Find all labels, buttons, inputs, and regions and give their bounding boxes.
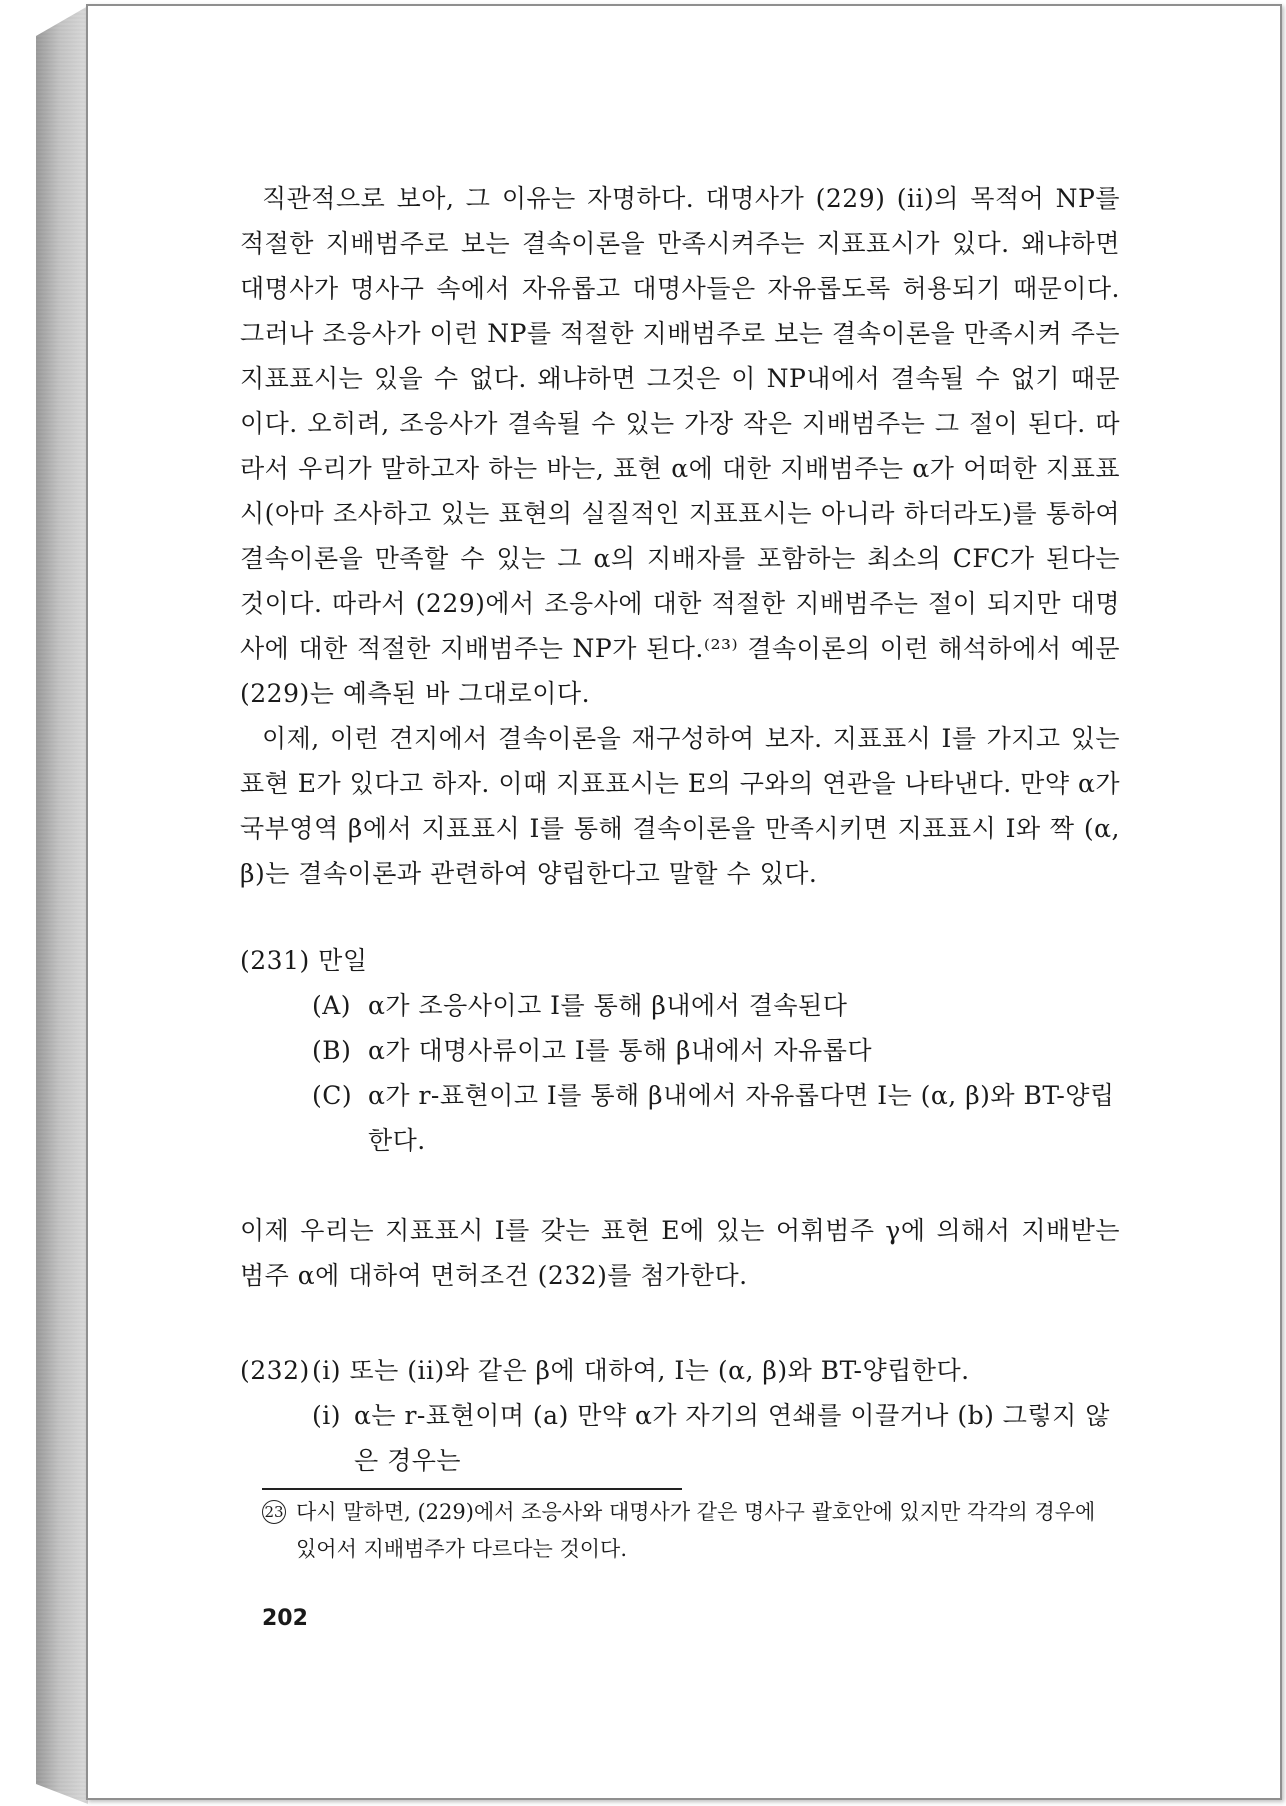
paragraph-1: 직관적으로 보아, 그 이유는 자명하다. 대명사가 (229) (ii)의 목적어 NP를 적절한 지배범주로 보는 결속이론을 만족시켜주는 지표표시가 있다. 왜냐하면 대명사가 명사구 속에서 자유롭고 대명사들은 자유롭도록 허용되기 때문이다. 그러나 조응사가 이런 NP를 적절한 지배범주로 보는 결속이론을 만족시켜 주는 지표표시는 있을 수 없다. 왜냐하면 그것은 이 NP내에서 결속될 수 없기 때문이다. 오히려, 조응사가 결속될 수 있는 가장 작은 지배범주는 그 절이 된다. 따라서 우리가 말하고자 하는 바는, 표현 α에 대한 지배범주는 α가 어떠한 지표표시(아마 조사하고 있는 표현의 실질적인 지표표시는 아니라 하더라도)를 통하여 결속이론을 만족할 수 있는 그 α의 지배자를 포함하는 최소의 CFC가 된다는 것이다. 따라서 (229)에서 조응사에 대한 적절한 지배범주는 절이 되지만 대명사에 대한 적절한 지배범주는 NP가 된다.⁽²³⁾ 결속이론의 이런 해석하에서 예문 (229)는 예측된 바 그대로이다.	[240, 184, 1120, 708]
example-231	[240, 938, 1120, 1163]
example-232	[240, 1348, 1120, 1483]
footnote-rule	[262, 1488, 682, 1490]
item-text: α가 r-표현이고 I를 통해 β내에서 자유롭다면 I는 (α, β)와 BT-양립한다.	[368, 1081, 1115, 1155]
example-232-main-text: (i) 또는 (ii)와 같은 β에 대하여, I는 (α, β)와 BT-양립한다.	[312, 1356, 970, 1385]
main-text	[240, 176, 1120, 896]
paragraph-3: 이제 우리는 지표표시 I를 갖는 표현 E에 있는 어휘범주 γ에 의해서 지배받는 범주 α에 대하여 면허조건 (232)를 첨가한다.	[240, 1216, 1120, 1290]
footnote-number: 23	[262, 1500, 286, 1524]
sub-text: α는 r-표현이며 (a) 만약 α가 자기의 연쇄를 이끌거나 (b) 그렇지 않은 경우는	[354, 1401, 1110, 1475]
paragraph-2: 이제, 이런 견지에서 결속이론을 재구성하여 보자. 지표표시 I를 가지고 있는 표현 E가 있다고 하자. 이때 지표표시는 E의 구와의 연관을 나타낸다. 만약 α가 국부영역 β에서 지표표시 I를 통해 결속이론을 만족시키면 지표표시 I와 짝 (α, β)는 결속이론과 관련하여 양립한다고 말할 수 있다.	[240, 724, 1120, 888]
example-231-head: (231) 만일	[240, 946, 368, 975]
example-231-item-b	[312, 1028, 1120, 1073]
footnote-text: 다시 말하면, (229)에서 조응사와 대명사가 같은 명사구 괄호안에 있지만 각각의 경우에 있어서 지배범주가 다르다는 것이다.	[296, 1500, 1096, 1561]
item-label: (C)	[312, 1081, 353, 1110]
example-231-item-c	[312, 1073, 1120, 1163]
item-label: (B)	[312, 1036, 352, 1065]
item-text: α가 대명사류이고 I를 통해 β내에서 자유롭다	[368, 1036, 872, 1065]
example-232-sub-i	[312, 1393, 1120, 1483]
item-label: (A)	[312, 991, 352, 1020]
footnote-mark	[262, 1494, 296, 1568]
book-page-edges	[36, 6, 88, 1804]
item-text: α가 조응사이고 I를 통해 β내에서 결속된다	[368, 991, 848, 1020]
example-232-number: (232)	[240, 1356, 310, 1385]
sub-label: (i)	[312, 1401, 342, 1430]
footnote	[262, 1494, 1120, 1568]
example-232-main	[240, 1348, 1120, 1393]
page-number: 202	[262, 1606, 308, 1631]
example-231-item-a	[312, 983, 1120, 1028]
paragraph-3-block	[240, 1208, 1120, 1298]
